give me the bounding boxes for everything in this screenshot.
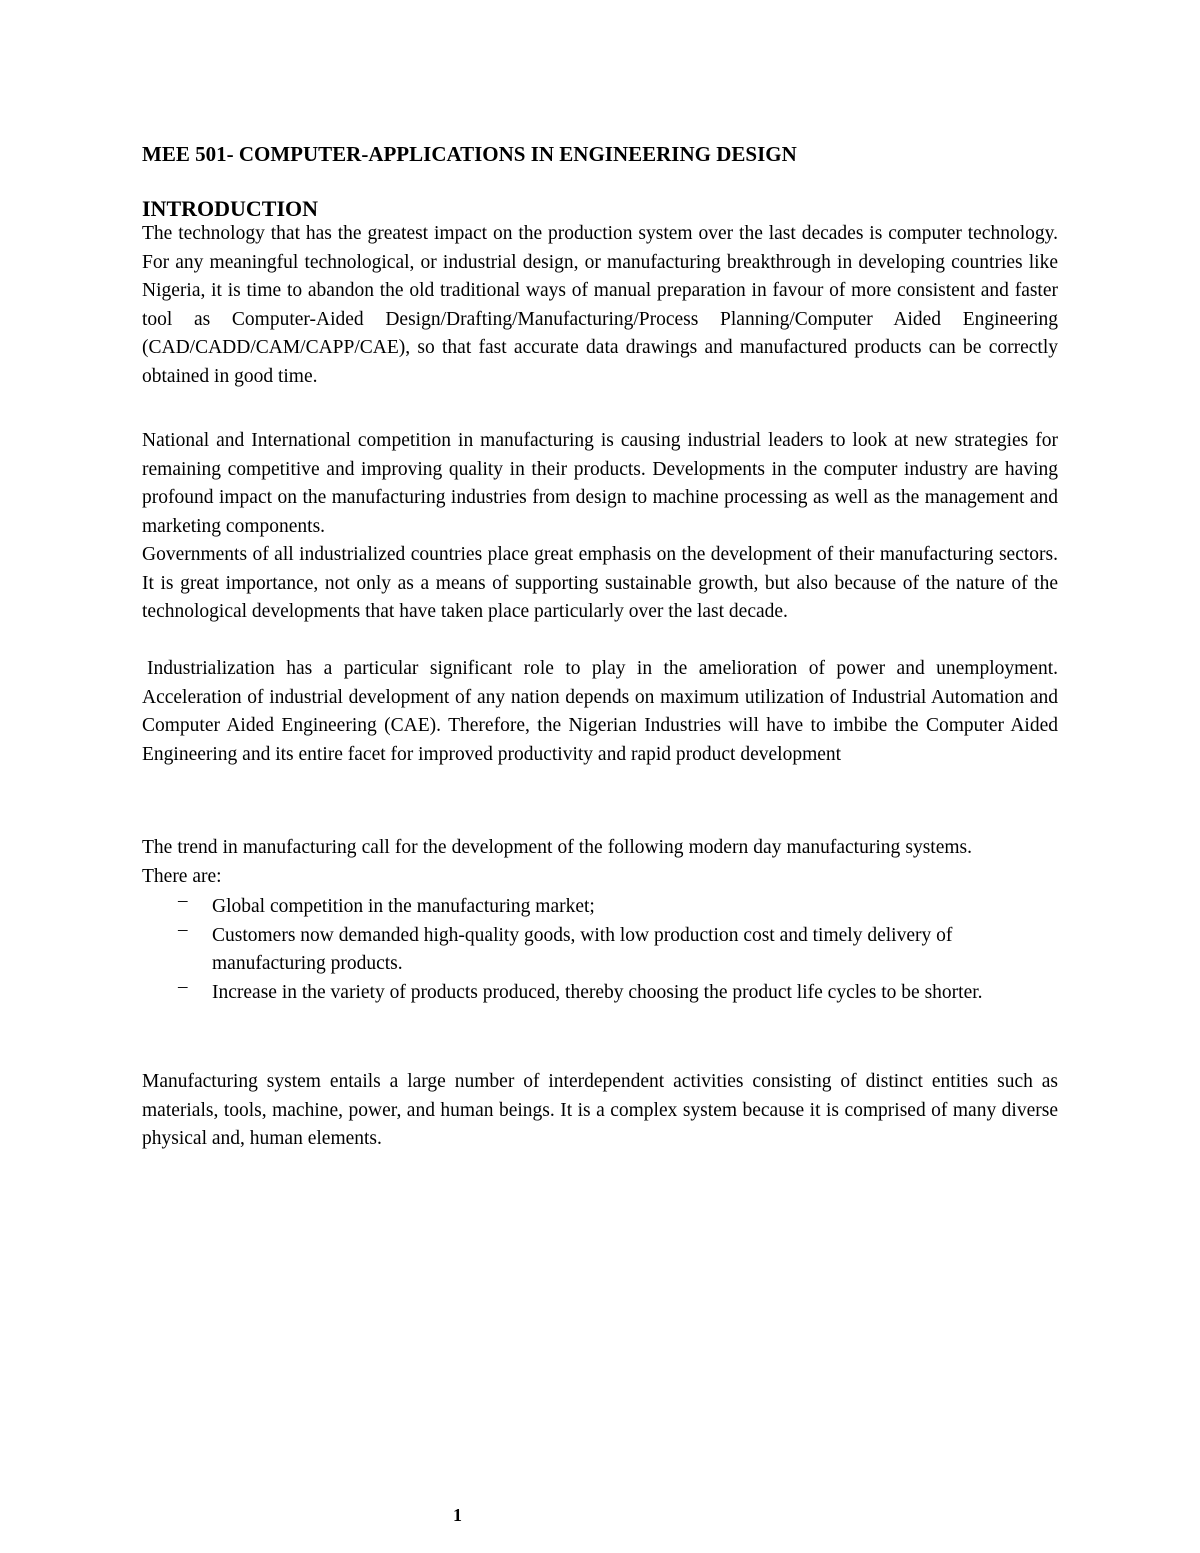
page-number: 1	[453, 1505, 462, 1525]
dash-bullet-icon: –	[178, 918, 188, 940]
paragraph-intro: The technology that has the greatest impact on the production system over the last decades is computer technology. For any meaningful technological, or industrial design, or manufacturing breakthrough in developing countries like Nigeria, it is time to abandon the old traditional ways of manual preparation in favour of more consistent and faster tool as Computer-Aided Design/Drafting/Manufacturing/Process Planning/Computer Aided Engineering (CAD/CADD/CAM/CAPP/CAE), so that fast accurate data drawings and manufactured products can be correctly obtained in good time.	[142, 223, 1058, 387]
bullet-text: Increase in the variety of products produced, thereby choosing the product life cycles to be shorter.	[212, 981, 983, 1003]
bullet-list	[142, 890, 1058, 1007]
section-heading-introduction: INTRODUCTION	[142, 196, 319, 221]
list-item	[142, 890, 1032, 922]
paragraph-manufacturing-system: Manufacturing system entails a large number of interdependent activities consisting of distinct entities such as materials, tools, machine, power, and human beings. It is a complex system because it is comprised of many diverse physical and, human elements.	[142, 1071, 1058, 1149]
list-item	[142, 918, 1032, 979]
bullet-text: Customers now demanded high-quality goods, with low production cost and timely delivery of manufacturing products.	[212, 924, 953, 974]
list-item	[142, 975, 1032, 1008]
paragraph-governments: Governments of all industrialized countries place great emphasis on the development of their manufacturing sectors. It is great importance, not only as a means of supporting sustainable growth, but also because of the nature of the technological developments that have taken place particularly over the last decade.	[142, 544, 1058, 622]
paragraph-competition: National and International competition in manufacturing is causing industrial leaders to look at new strategies for remaining competitive and improving quality in their products. Developments in the computer industry are having profound impact on the manufacturing industries from design to machine processing as well as the management and marketing components.	[142, 430, 1058, 537]
paragraph-industrialization: Industrialization has a particular significant role to play in the amelioration of power and unemployment. Acceleration of industrial development of any nation depends on maximum utilization of Industrial Automation and Computer Aided Engineering (CAE). Therefore, the Nigerian Industries will have to imbibe the Computer Aided Engineering and its entire facet for improved productivity and rapid product development	[142, 658, 1058, 765]
course-title: MEE 501- COMPUTER-APPLICATIONS IN ENGINEERING DESIGN	[142, 142, 797, 166]
dash-bullet-icon: –	[178, 975, 188, 997]
dash-bullet-icon: –	[178, 890, 188, 911]
paragraph-trend: The trend in manufacturing call for the development of the following modern day manufacturing systems. There are:	[142, 837, 972, 887]
bullet-text: Global competition in the manufacturing market;	[212, 896, 595, 917]
document-page	[142, 0, 1058, 1553]
